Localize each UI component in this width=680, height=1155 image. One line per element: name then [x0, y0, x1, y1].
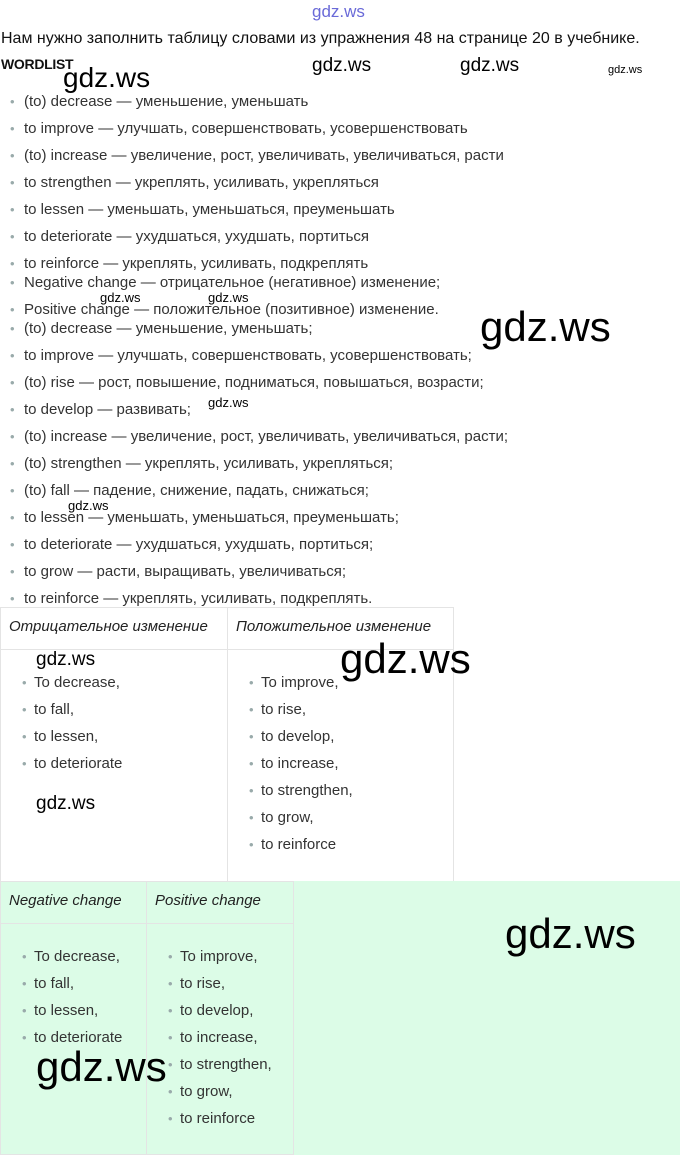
list-item: • (to) strengthen — укреплять, усиливать, укрепляться; [10, 453, 508, 480]
wordlist-secondary [10, 272, 508, 615]
list-item: • to deteriorate — ухудшаться, ухудшать, портиться [10, 226, 504, 253]
watermark: gdz.ws [312, 55, 372, 76]
list-item: • (to) decrease — уменьшение, уменьшать; [10, 318, 508, 345]
wordlist-title: WORDLIST [1, 56, 74, 72]
list-item: • to increase, [249, 753, 353, 780]
list-item: • Negative change — отрицательное (негативное) изменение; [10, 272, 508, 299]
list-item: • to fall, [22, 973, 122, 1000]
watermark: gdz.ws [208, 290, 249, 305]
list-item: • To improve, [249, 672, 353, 699]
list-item: • To decrease, [22, 672, 122, 699]
list-item: • to lessen, [22, 726, 122, 753]
list-item: • To improve, [168, 946, 272, 973]
list-item: • Positive change — положительное (позитивное) изменение. [10, 299, 508, 318]
list-item: • to fall, [22, 699, 122, 726]
list-item: • to lessen — уменьшать, уменьшаться, преуменьшать; [10, 507, 508, 534]
watermark-top[interactable]: gdz.ws [312, 2, 365, 21]
list-item: • to lessen — уменьшать, уменьшаться, преуменьшать [10, 199, 504, 226]
list-item: • (to) rise — рост, повышение, подниматься, повышаться, возрасти; [10, 372, 508, 399]
table-ru-negative-header: Отрицательное изменение [1, 608, 227, 650]
watermark: gdz.ws [36, 1043, 167, 1090]
list-item: • to improve — улучшать, совершенствовать, усовершенствовать; [10, 345, 508, 372]
list-item: • to deteriorate [22, 753, 122, 780]
list-item: • to develop, [249, 726, 353, 753]
list-item: • to develop — развивать; [10, 399, 508, 426]
list-item: • (to) fall — падение, снижение, падать, снижаться; [10, 480, 508, 507]
list-item: • to reinforce [249, 834, 353, 861]
watermark: gdz.ws [208, 395, 249, 410]
wordlist [10, 91, 504, 280]
list-item: • to deteriorate — ухудшаться, ухудшать, портиться; [10, 534, 508, 561]
table-en-positive-list [168, 946, 272, 1135]
list-item: • to grow — расти, выращивать, увеличиваться; [10, 561, 508, 588]
list-item: • (to) increase — увеличение, рост, увеличивать, увеличиваться, расти [10, 145, 504, 172]
watermark: gdz.ws [608, 64, 643, 76]
list-item: • to increase, [168, 1027, 272, 1054]
list-item: • to reinforce [168, 1108, 272, 1135]
list-item: • to reinforce — укреплять, усиливать, подкреплять [10, 253, 504, 280]
list-item: • to improve — улучшать, совершенствовать, усовершенствовать [10, 118, 504, 145]
list-item: • (to) increase — увеличение, рост, увеличивать, увеличиваться, расти; [10, 426, 508, 453]
watermark: gdz.ws [480, 303, 611, 350]
watermark: gdz.ws [36, 793, 96, 814]
list-item: • to grow, [168, 1081, 272, 1108]
list-item: • to rise, [249, 699, 353, 726]
table-en-negative-column [0, 881, 147, 1155]
list-item: • To decrease, [22, 946, 122, 973]
list-item: • to lessen, [22, 1000, 122, 1027]
table-en-positive-header: Positive change [147, 882, 293, 924]
watermark: gdz.ws [100, 290, 141, 305]
list-item: • (to) decrease — уменьшение, уменьшать [10, 91, 504, 118]
list-item: • to strengthen — укреплять, усиливать, укрепляться [10, 172, 504, 199]
table-ru-negative-list [22, 672, 122, 780]
list-item: • to reinforce — укреплять, усиливать, подкреплять. [10, 588, 508, 615]
list-item: • to grow, [249, 807, 353, 834]
table-ru-positive-list [249, 672, 353, 861]
list-item: • to deteriorate [22, 1027, 122, 1054]
watermark: gdz.ws [505, 910, 636, 957]
watermark: gdz.ws [68, 498, 109, 513]
watermark: gdz.ws [460, 55, 520, 76]
table-en-positive-column [146, 881, 294, 1155]
watermark: gdz.ws [36, 649, 96, 670]
list-item: • to develop, [168, 1000, 272, 1027]
watermark: gdz.ws [63, 62, 151, 93]
table-en-negative-list [22, 946, 122, 1054]
watermark: gdz.ws [340, 635, 471, 682]
list-item: • to strengthen, [249, 780, 353, 807]
list-item: • to rise, [168, 973, 272, 1000]
table-ru-negative-column [0, 607, 228, 882]
table-en-negative-header: Negative change [1, 882, 146, 924]
list-item: • to strengthen, [168, 1054, 272, 1081]
table-ru-positive-header: Положительное изменение [228, 608, 453, 650]
intro-text: Нам нужно заполнить таблицу словами из упражнения 48 на странице 20 в учебнике. [1, 30, 640, 47]
